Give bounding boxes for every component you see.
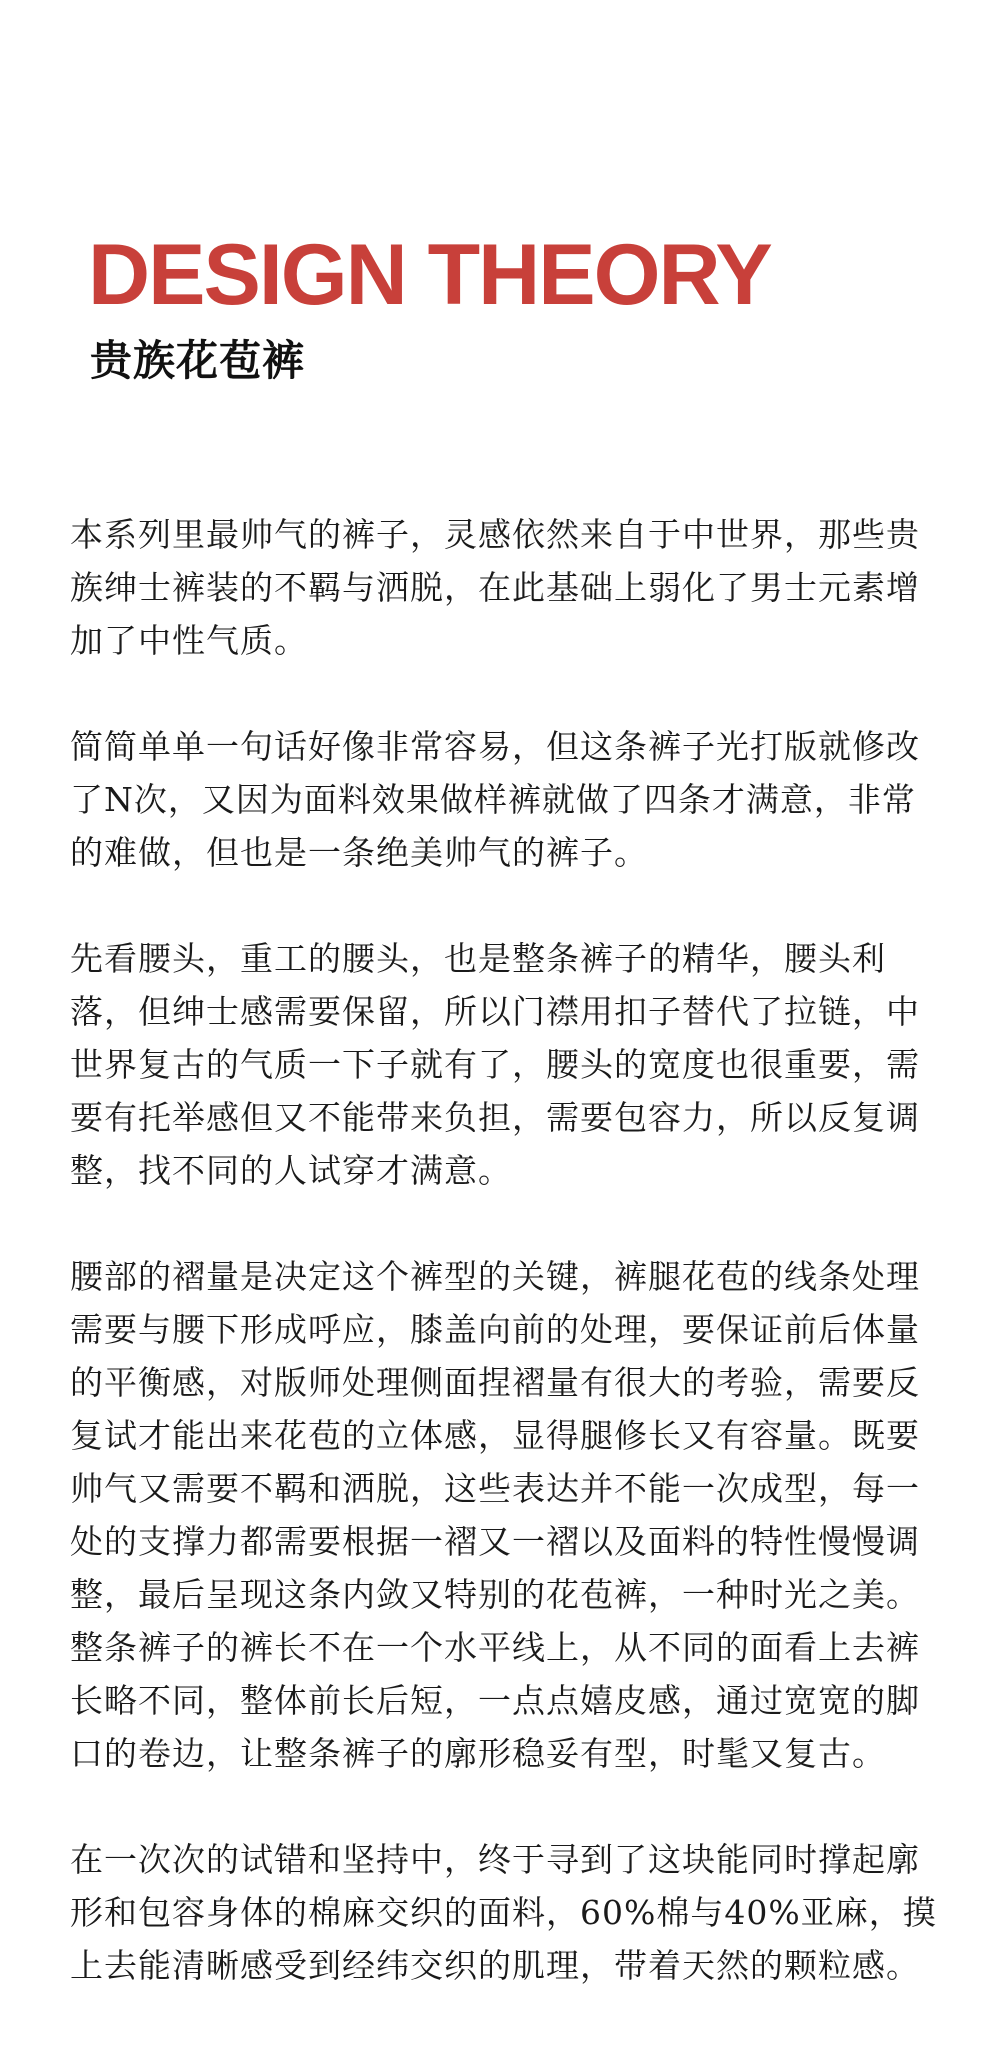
text-line: 在一次次的试错和坚持中，终于寻到了这块能同时撑起廓 <box>70 1840 920 1879</box>
text-line: 形和包容身体的棉麻交织的面料，60%棉与40%亚麻，摸 <box>70 1893 937 1932</box>
text-line: 复试才能出来花苞的立体感，显得腿修长又有容量。既要 <box>70 1416 920 1455</box>
paragraph-2 <box>70 720 930 879</box>
text-line: 上去能清晰感受到经纬交织的肌理，带着天然的颗粒感。 <box>70 1946 920 1985</box>
text-line: 帅气又需要不羁和洒脱，这些表达并不能一次成型，每一 <box>70 1469 920 1508</box>
text-line: 需要与腰下形成呼应，膝盖向前的处理，要保证前后体量 <box>70 1310 920 1349</box>
text-line: 的平衡感，对版师处理侧面捏褶量有很大的考验，需要反 <box>70 1363 920 1402</box>
text-line: 族绅士裤装的不羁与洒脱，在此基础上弱化了男士元素增 <box>70 568 920 607</box>
text-line: 要有托举感但又不能带来负担，需要包容力，所以反复调 <box>70 1098 920 1137</box>
text-line: 长略不同，整体前长后短，一点点嬉皮感，通过宽宽的脚 <box>70 1681 920 1720</box>
page-title-cn: 贵族花苞裤 <box>90 336 306 385</box>
heading-block <box>88 227 771 385</box>
text-line: 口的卷边，让整条裤子的廓形稳妥有型，时髦又复古。 <box>70 1734 886 1773</box>
text-line: 加了中性气质。 <box>70 621 308 660</box>
text-line: 腰部的褶量是决定这个裤型的关键，裤腿花苞的线条处理 <box>70 1257 920 1296</box>
paragraph-1 <box>70 508 930 667</box>
paragraph-4 <box>70 1250 930 1780</box>
text-line: 落，但绅士感需要保留，所以门襟用扣子替代了拉链，中 <box>70 992 920 1031</box>
text-line: 世界复古的气质一下子就有了，腰头的宽度也很重要，需 <box>70 1045 920 1084</box>
paragraph-5 <box>70 1833 937 1992</box>
article-body <box>70 508 937 2045</box>
text-line: 的难做，但也是一条绝美帅气的裤子。 <box>70 833 648 872</box>
paragraph-3 <box>70 932 930 1197</box>
text-line: 整条裤子的裤长不在一个水平线上，从不同的面看上去裤 <box>70 1628 920 1667</box>
text-line: 处的支撑力都需要根据一褶又一褶以及面料的特性慢慢调 <box>70 1522 920 1561</box>
text-line: 本系列里最帅气的裤子，灵感依然来自于中世界，那些贵 <box>70 515 920 554</box>
text-line: 了N次，又因为面料效果做样裤就做了四条才满意，非常 <box>70 780 916 819</box>
text-line: 整，最后呈现这条内敛又特别的花苞裤，一种时光之美。 <box>70 1575 920 1614</box>
text-line: 先看腰头，重工的腰头，也是整条裤子的精华，腰头利 <box>70 939 886 978</box>
text-line: 简简单单一句话好像非常容易，但这条裤子光打版就修改 <box>70 727 920 766</box>
text-line: 整，找不同的人试穿才满意。 <box>70 1151 512 1190</box>
page-title-en: DESIGN THEORY <box>88 227 771 323</box>
